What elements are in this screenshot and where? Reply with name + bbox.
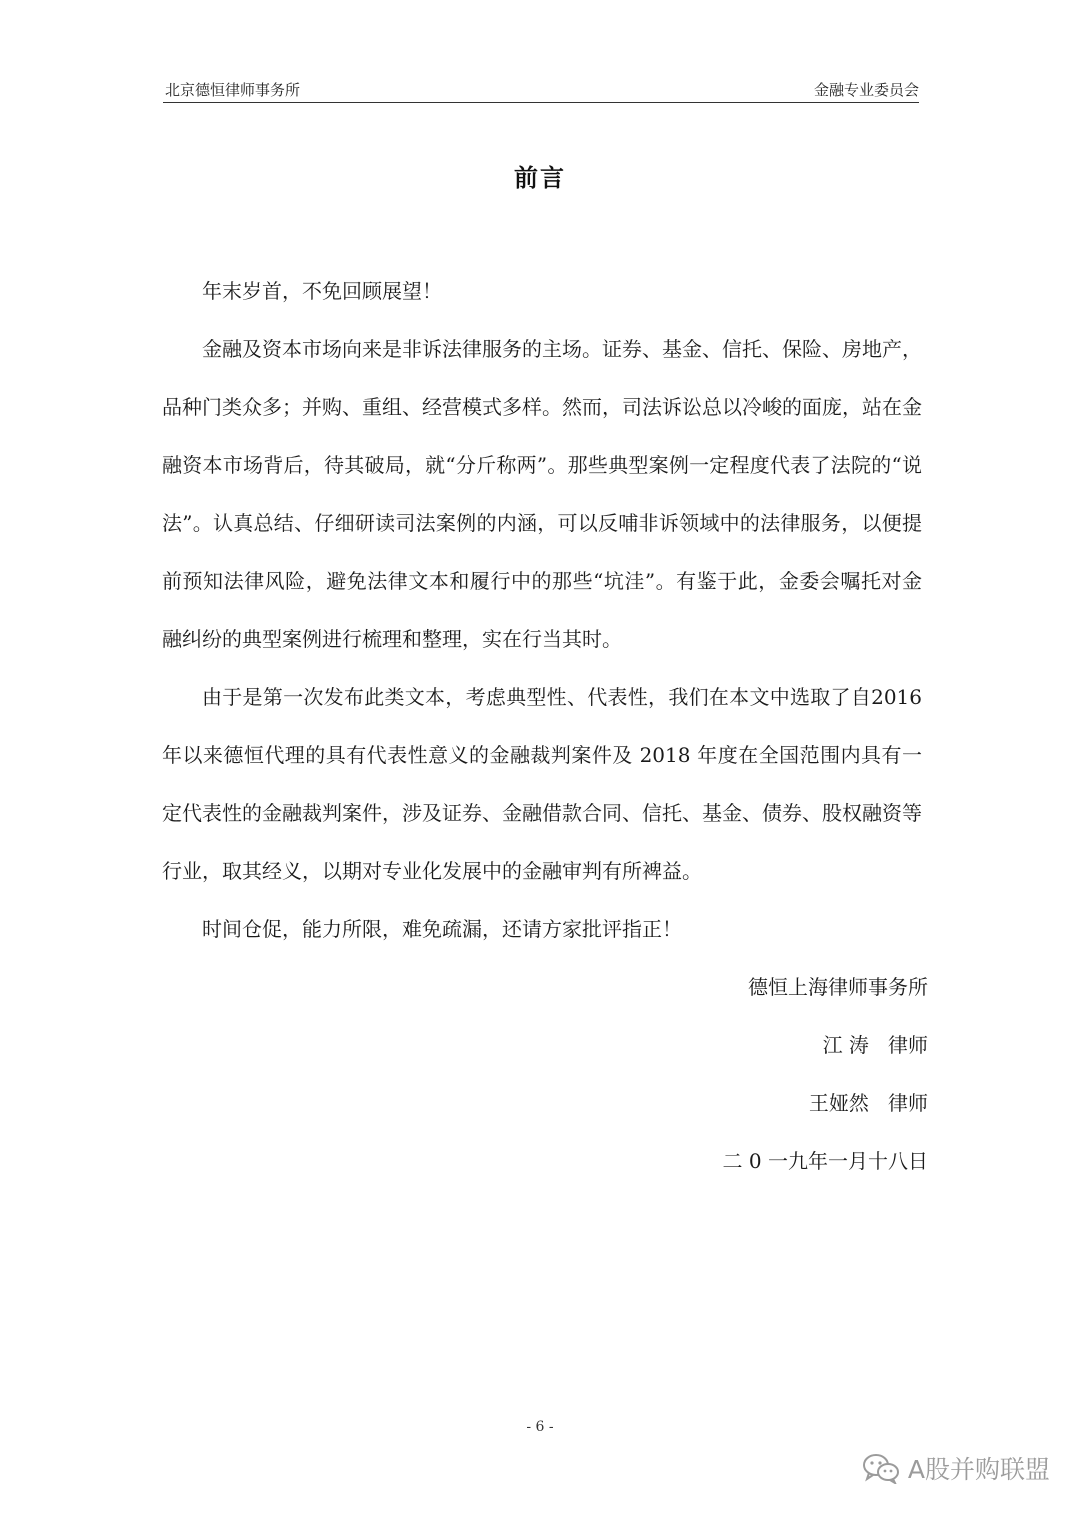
signature-firm: 德恒上海律师事务所 <box>748 975 928 999</box>
watermark-text: A股并购联盟 <box>907 1455 1050 1484</box>
signature-lawyer-1: 江 涛 律师 <box>822 1033 928 1057</box>
page-header <box>163 76 919 103</box>
signature-block <box>723 958 928 1190</box>
wechat-icon <box>862 1452 900 1484</box>
page-number: - 6 - <box>526 1419 554 1435</box>
header-firm-name: 北京德恒律师事务所 <box>165 81 301 99</box>
preface-body <box>162 262 922 958</box>
header-committee-name: 金融专业委员会 <box>813 81 919 99</box>
paragraph: 年末岁首，不免回顾展望！ <box>202 279 442 303</box>
paragraph: 金融及资本市场向来是非诉法律服务的主场。证券、基金、信托、保险、房地产，品种门类众多；并购、重组、经营模式多样。然而，司法诉讼总以冷峻的面庞，站在金融资本市场背后，待其破局，就“分斤称两”。那些典型案例一定程度代表了法院的“说法”。认真总结、仔细研读司法案例的内涵，可以反哺非诉领域中的法律服务，以便提前预知法律风险，避免法律文本和履行中的那些“坑洼”。有鉴于此，金委会嘱托对金融纠纷的典型案例进行梳理和整理，实在行当其时。 <box>162 337 922 651</box>
wechat-watermark <box>862 1450 1050 1486</box>
paragraph: 由于是第一次发布此类文本，考虑典型性、代表性，我们在本文中选取了自2016 年以来德恒代理的具有代表性意义的金融裁判案件及 2018 年度在全国范围内具有一定代表性的金融裁判案件，涉及证券、金融借款合同、信托、基金、债券、股权融资等行业，取其经义，以期对专业化发展中的金融审判有所裨益。 <box>162 685 922 883</box>
paragraph: 时间仓促，能力所限，难免疏漏，还请方家批评指正！ <box>202 917 682 941</box>
page-title: 前言 <box>514 163 566 192</box>
signature-date: 二 0 一九年一月十八日 <box>722 1149 928 1173</box>
signature-lawyer-2: 王娅然 律师 <box>808 1091 928 1115</box>
